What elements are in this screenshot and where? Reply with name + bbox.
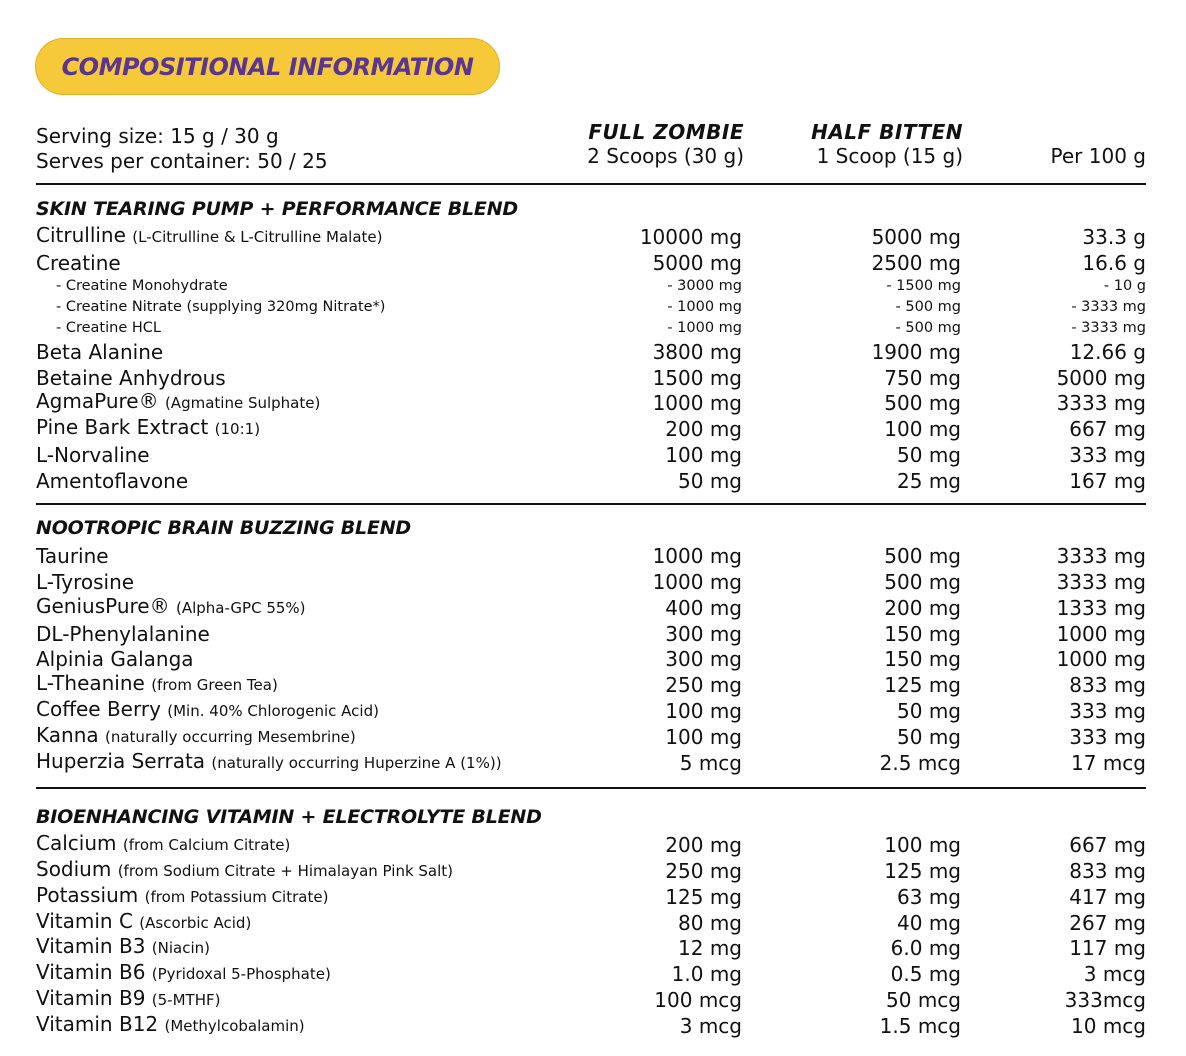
ingredient-note: (naturally occurring Mesembrine) xyxy=(105,728,356,747)
ingredient-name: Alpinia Galanga xyxy=(36,647,194,672)
value-half-bitten: 0.5 mg xyxy=(890,962,961,987)
value-per-100g: 3 mcg xyxy=(1083,962,1146,987)
value-full-zombie: - 1000 mg xyxy=(667,298,742,315)
value-half-bitten: 40 mg xyxy=(897,910,961,935)
column-brand: FULL ZOMBIE xyxy=(588,120,744,144)
value-full-zombie: 300 mg xyxy=(665,647,742,672)
ingredient-row xyxy=(36,1013,1146,1039)
ingredient-note: (Agmatine Sulphate) xyxy=(164,394,321,413)
value-half-bitten: - 500 mg xyxy=(895,319,961,336)
ingredient-note: (Alpha-GPC 55%) xyxy=(175,598,306,617)
value-full-zombie: 1000 mg xyxy=(652,569,742,594)
divider xyxy=(36,183,1146,185)
ingredient-row xyxy=(36,884,1146,910)
title-badge xyxy=(35,38,500,95)
ingredient-name-cell xyxy=(36,884,328,908)
ingredient-name-cell xyxy=(36,224,382,248)
ingredient-row xyxy=(36,832,1146,858)
value-per-100g: 833 mg xyxy=(1069,673,1146,698)
ingredient-name: Pine Bark Extract xyxy=(36,415,209,440)
ingredient-name-cell xyxy=(36,390,320,414)
value-half-bitten: 100 mg xyxy=(884,832,961,857)
value-full-zombie: - 3000 mg xyxy=(667,277,742,294)
ingredient-name-cell xyxy=(36,858,453,882)
value-per-100g: 1333 mg xyxy=(1056,595,1146,620)
ingredient-name-cell xyxy=(36,252,121,274)
value-half-bitten: 50 mg xyxy=(897,725,961,750)
divider xyxy=(36,787,1146,789)
ingredient-name: Coffee Berry xyxy=(36,697,161,722)
ingredient-name: Betaine Anhydrous xyxy=(36,365,226,390)
value-full-zombie: 50 mg xyxy=(678,469,742,494)
ingredient-name: GeniusPure® xyxy=(36,593,170,618)
ingredient-name: - Creatine Monohydrate xyxy=(56,277,228,294)
ingredient-note: (naturally occurring Huperzine A (1%)) xyxy=(211,754,502,773)
ingredient-row xyxy=(36,621,1146,647)
divider xyxy=(36,503,1146,505)
value-per-100g: 333 mg xyxy=(1069,699,1146,724)
ingredient-note: (5-MTHF) xyxy=(151,991,221,1010)
column-sub: Per 100 g xyxy=(1050,144,1146,168)
ingredient-name-cell xyxy=(56,298,385,316)
ingredient-name-cell xyxy=(36,470,188,492)
section-title: NOOTROPIC BRAIN BUZZING BLEND xyxy=(36,517,411,539)
ingredient-name: Vitamin C xyxy=(36,908,133,933)
value-per-100g: 10 mcg xyxy=(1071,1014,1146,1039)
value-per-100g: 333 mg xyxy=(1069,443,1146,468)
sub-ingredient-row xyxy=(36,318,1146,339)
column-header-per-100g xyxy=(1051,143,1146,169)
value-half-bitten: 2.5 mcg xyxy=(879,751,961,776)
ingredient-name-cell xyxy=(56,277,228,295)
value-per-100g: - 3333 mg xyxy=(1071,319,1146,336)
ingredient-name-cell xyxy=(36,648,194,670)
value-half-bitten: 150 mg xyxy=(884,647,961,672)
ingredient-name-cell xyxy=(36,444,150,466)
ingredient-name: L-Tyrosine xyxy=(36,569,135,594)
ingredient-name: Vitamin B6 xyxy=(36,960,146,985)
ingredient-name: L-Norvaline xyxy=(36,443,150,468)
value-per-100g: 667 mg xyxy=(1069,417,1146,442)
value-full-zombie: 100 mg xyxy=(665,699,742,724)
column-sub: 1 Scoop (15 g) xyxy=(816,144,963,168)
value-full-zombie: 100 mg xyxy=(665,725,742,750)
ingredient-row xyxy=(36,750,1146,776)
section-title: BIOENHANCING VITAMIN + ELECTROLYTE BLEND xyxy=(36,806,542,828)
ingredient-note: (Niacin) xyxy=(151,939,210,958)
ingredient-name: DL-Phenylalanine xyxy=(36,621,210,646)
value-per-100g: 5000 mg xyxy=(1056,365,1146,390)
ingredient-name-cell xyxy=(36,672,278,696)
ingredient-name-cell xyxy=(36,910,251,934)
value-per-100g: 33.3 g xyxy=(1082,224,1146,249)
value-per-100g: 12.66 g xyxy=(1069,339,1146,364)
value-half-bitten: 63 mg xyxy=(897,884,961,909)
ingredient-row xyxy=(36,858,1146,884)
ingredient-row xyxy=(36,672,1146,698)
value-half-bitten: - 500 mg xyxy=(895,298,961,315)
ingredient-name: Creatine xyxy=(36,250,121,275)
value-full-zombie: 125 mg xyxy=(665,884,742,909)
value-half-bitten: - 1500 mg xyxy=(886,277,961,294)
ingredient-row xyxy=(36,339,1146,365)
value-half-bitten: 1900 mg xyxy=(871,339,961,364)
ingredient-name: L-Theanine xyxy=(36,671,145,696)
value-per-100g: 333mcg xyxy=(1064,988,1146,1013)
ingredient-row xyxy=(36,365,1146,391)
ingredient-row xyxy=(36,936,1146,962)
value-full-zombie: 3 mcg xyxy=(679,1014,742,1039)
value-full-zombie: 10000 mg xyxy=(639,224,742,249)
ingredient-name-cell xyxy=(36,832,290,856)
value-half-bitten: 150 mg xyxy=(884,621,961,646)
ingredient-note: (Min. 40% Chlorogenic Acid) xyxy=(167,702,379,721)
ingredient-note: (from Potassium Citrate) xyxy=(144,887,329,906)
ingredient-name-cell xyxy=(36,623,210,645)
ingredient-name-cell xyxy=(36,724,356,748)
value-per-100g: 17 mcg xyxy=(1071,751,1146,776)
ingredient-note: (10:1) xyxy=(214,420,261,439)
value-per-100g: 1000 mg xyxy=(1056,621,1146,646)
value-half-bitten: 50 mg xyxy=(897,699,961,724)
ingredient-name-cell xyxy=(36,341,163,363)
value-full-zombie: 200 mg xyxy=(665,417,742,442)
ingredient-row xyxy=(36,442,1146,468)
value-full-zombie: 100 mg xyxy=(665,443,742,468)
ingredient-row xyxy=(36,698,1146,724)
value-half-bitten: 50 mg xyxy=(897,443,961,468)
ingredient-name-cell xyxy=(36,595,306,619)
ingredient-row xyxy=(36,647,1146,673)
value-per-100g: 667 mg xyxy=(1069,832,1146,857)
ingredient-note: (from Green Tea) xyxy=(151,676,278,695)
ingredient-list xyxy=(36,832,1146,1039)
ingredient-name-cell xyxy=(56,319,161,337)
value-per-100g: - 3333 mg xyxy=(1071,298,1146,315)
ingredient-name: Potassium xyxy=(36,882,139,907)
ingredient-list xyxy=(36,224,1146,494)
ingredient-name-cell xyxy=(36,571,134,593)
value-per-100g: - 10 g xyxy=(1103,277,1146,294)
value-per-100g: 167 mg xyxy=(1069,469,1146,494)
value-half-bitten: 1.5 mcg xyxy=(879,1014,961,1039)
ingredient-row xyxy=(36,250,1146,276)
value-per-100g: 333 mg xyxy=(1069,725,1146,750)
value-per-100g: 417 mg xyxy=(1069,884,1146,909)
ingredient-row xyxy=(36,961,1146,987)
section-title: SKIN TEARING PUMP + PERFORMANCE BLEND xyxy=(36,198,518,220)
ingredient-name-cell xyxy=(36,1013,305,1037)
serving-size: Serving size: 15 g / 30 g xyxy=(36,124,279,148)
value-per-100g: 833 mg xyxy=(1069,858,1146,883)
ingredient-name: Huperzia Serrata xyxy=(36,749,206,774)
value-full-zombie: 300 mg xyxy=(665,621,742,646)
ingredient-name: Taurine xyxy=(36,543,109,568)
value-full-zombie: 1.0 mg xyxy=(671,962,742,987)
ingredient-list xyxy=(36,543,1146,776)
value-per-100g: 267 mg xyxy=(1069,910,1146,935)
value-half-bitten: 100 mg xyxy=(884,417,961,442)
value-full-zombie: 400 mg xyxy=(665,595,742,620)
ingredient-name: Beta Alanine xyxy=(36,339,164,364)
ingredient-name-cell xyxy=(36,545,109,567)
ingredient-note: (from Calcium Citrate) xyxy=(122,835,291,854)
value-full-zombie: 5 mcg xyxy=(679,751,742,776)
ingredient-row xyxy=(36,416,1146,442)
ingredient-row xyxy=(36,569,1146,595)
value-full-zombie: 1000 mg xyxy=(652,391,742,416)
value-half-bitten: 500 mg xyxy=(884,543,961,568)
ingredient-name: Kanna xyxy=(36,723,99,748)
ingredient-name: Citrulline xyxy=(36,222,126,247)
ingredient-name: Vitamin B3 xyxy=(36,934,146,959)
ingredient-note: (from Sodium Citrate + Himalayan Pink Salt) xyxy=(117,861,454,880)
value-per-100g: 3333 mg xyxy=(1056,391,1146,416)
value-half-bitten: 125 mg xyxy=(884,858,961,883)
ingredient-name: Vitamin B12 xyxy=(36,1012,159,1037)
value-half-bitten: 25 mg xyxy=(897,469,961,494)
ingredient-row xyxy=(36,224,1146,250)
value-half-bitten: 200 mg xyxy=(884,595,961,620)
value-per-100g: 16.6 g xyxy=(1082,250,1146,275)
ingredient-name-cell xyxy=(36,750,502,774)
ingredient-name: Amentoflavone xyxy=(36,469,189,494)
value-half-bitten: 500 mg xyxy=(884,391,961,416)
ingredient-name-cell xyxy=(36,367,226,389)
ingredient-name: - Creatine Nitrate (supplying 320mg Nitrate*) xyxy=(56,298,386,315)
value-full-zombie: 250 mg xyxy=(665,858,742,883)
ingredient-name: Sodium xyxy=(36,856,112,881)
ingredient-name-cell xyxy=(36,961,331,985)
value-full-zombie: - 1000 mg xyxy=(667,319,742,336)
column-brand: HALF BITTEN xyxy=(811,120,963,144)
value-half-bitten: 500 mg xyxy=(884,569,961,594)
column-header-half-bitten xyxy=(811,121,963,169)
ingredient-note: (L-Citrulline & L-Citrulline Malate) xyxy=(132,227,383,246)
value-full-zombie: 100 mcg xyxy=(654,988,742,1013)
value-full-zombie: 12 mg xyxy=(678,936,742,961)
value-full-zombie: 200 mg xyxy=(665,832,742,857)
ingredient-name-cell xyxy=(36,698,379,722)
value-per-100g: 117 mg xyxy=(1069,936,1146,961)
ingredient-name-cell xyxy=(36,987,220,1011)
ingredient-row xyxy=(36,910,1146,936)
serves-per-container: Serves per container: 50 / 25 xyxy=(36,149,328,173)
ingredient-name-cell xyxy=(36,416,260,440)
value-full-zombie: 80 mg xyxy=(678,910,742,935)
column-header-full-zombie xyxy=(587,121,744,169)
ingredient-row xyxy=(36,543,1146,569)
ingredient-row xyxy=(36,724,1146,750)
value-half-bitten: 750 mg xyxy=(884,365,961,390)
value-full-zombie: 1500 mg xyxy=(652,365,742,390)
value-full-zombie: 250 mg xyxy=(665,673,742,698)
value-full-zombie: 1000 mg xyxy=(652,543,742,568)
ingredient-name-cell xyxy=(36,935,210,959)
ingredient-name: - Creatine HCL xyxy=(56,319,161,336)
ingredient-note: (Pyridoxal 5-Phosphate) xyxy=(151,965,331,984)
value-half-bitten: 2500 mg xyxy=(871,250,961,275)
value-half-bitten: 6.0 mg xyxy=(890,936,961,961)
ingredient-row xyxy=(36,595,1146,621)
value-full-zombie: 5000 mg xyxy=(652,250,742,275)
page-title: COMPOSITIONAL INFORMATION xyxy=(61,52,474,81)
value-per-100g: 3333 mg xyxy=(1056,543,1146,568)
ingredient-row xyxy=(36,987,1146,1013)
ingredient-note: (Ascorbic Acid) xyxy=(139,913,252,932)
ingredient-row xyxy=(36,391,1146,417)
value-half-bitten: 5000 mg xyxy=(871,224,961,249)
column-sub: 2 Scoops (30 g) xyxy=(587,144,744,168)
ingredient-name: AgmaPure® xyxy=(36,389,159,414)
value-half-bitten: 125 mg xyxy=(884,673,961,698)
value-full-zombie: 3800 mg xyxy=(652,339,742,364)
value-per-100g: 3333 mg xyxy=(1056,569,1146,594)
ingredient-row xyxy=(36,468,1146,494)
value-half-bitten: 50 mcg xyxy=(886,988,961,1013)
ingredient-name: Calcium xyxy=(36,830,117,855)
ingredient-name: Vitamin B9 xyxy=(36,986,146,1011)
ingredient-note: (Methylcobalamin) xyxy=(164,1017,305,1036)
value-per-100g: 1000 mg xyxy=(1056,647,1146,672)
sub-ingredient-row xyxy=(36,297,1146,318)
sub-ingredient-row xyxy=(36,276,1146,297)
